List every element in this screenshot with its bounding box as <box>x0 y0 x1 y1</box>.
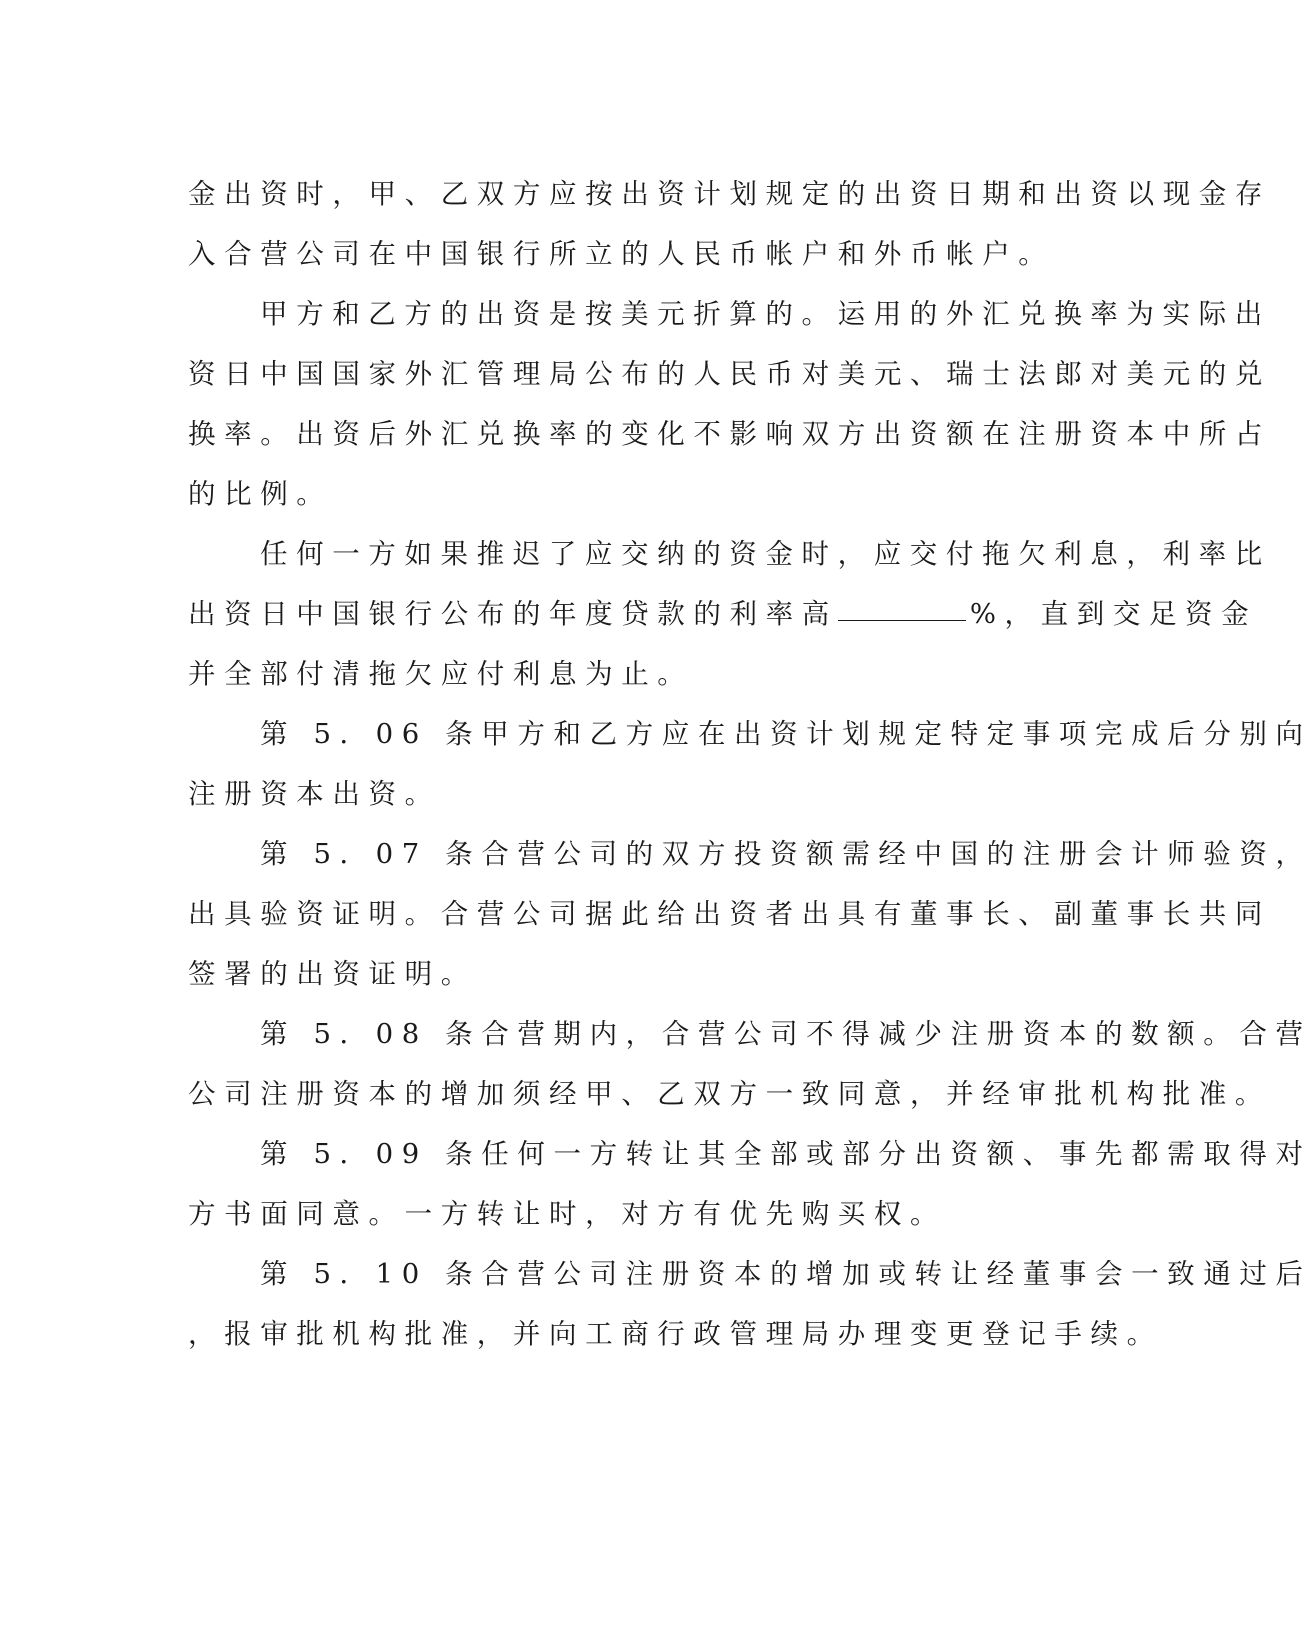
text-line: 甲方和乙方的出资是按美元折算的。运用的外汇兑换率为实际出 <box>260 298 1271 330</box>
text-line: 金出资时，甲、乙双方应按出资计划规定的出资日期和出资以现金存 <box>188 178 1271 210</box>
text-line-with-blank <box>188 584 1258 644</box>
text-line: 入合营公司在中国银行所立的人民币帐户和外币帐户。 <box>188 238 1055 270</box>
text-line: 换率。出资后外汇兑换率的变化不影响双方出资额在注册资本中所占 <box>188 418 1271 450</box>
text-line: 出具验资证明。合营公司据此给出资者出具有董事长、副董事长共同 <box>188 898 1271 930</box>
article-5-08-line: 第 5．08 条合营期内，合营公司不得减少注册资本的数额。合营 <box>260 1018 1312 1050</box>
article-5-06-line: 第 5．06 条甲方和乙方应在出资计划规定特定事项完成后分别向 <box>260 718 1312 750</box>
text-line: 注册资本出资。 <box>188 778 441 810</box>
text-line: 方书面同意。一方转让时，对方有优先购买权。 <box>188 1198 947 1230</box>
text-line: 的比例。 <box>188 478 333 510</box>
text-segment: %，直到交足资金 <box>969 598 1258 630</box>
text-line: 并全部付清拖欠应付利息为止。 <box>188 658 694 690</box>
article-5-07-line: 第 5．07 条合营公司的双方投资额需经中国的注册会计师验资， <box>260 838 1312 870</box>
article-5-09-line: 第 5．09 条任何一方转让其全部或部分出资额、事先都需取得对 <box>260 1138 1312 1170</box>
text-line: ，报审批机构批准，并向工商行政管理局办理变更登记手续。 <box>188 1318 1163 1350</box>
text-segment: 出资日中国银行公布的年度贷款的利率高 <box>188 598 838 630</box>
document-body <box>188 164 1312 1364</box>
text-line: 签署的出资证明。 <box>188 958 477 990</box>
text-line: 公司注册资本的增加须经甲、乙双方一致同意，并经审批机构批准。 <box>188 1078 1271 1110</box>
article-5-10-line: 第 5．10 条合营公司注册资本的增加或转让经董事会一致通过后 <box>260 1258 1312 1290</box>
text-line: 任何一方如果推迟了应交纳的资金时，应交付拖欠利息，利率比 <box>260 538 1271 570</box>
text-line: 资日中国国家外汇管理局公布的人民币对美元、瑞士法郎对美元的兑 <box>188 358 1271 390</box>
fill-in-blank <box>838 619 966 621</box>
